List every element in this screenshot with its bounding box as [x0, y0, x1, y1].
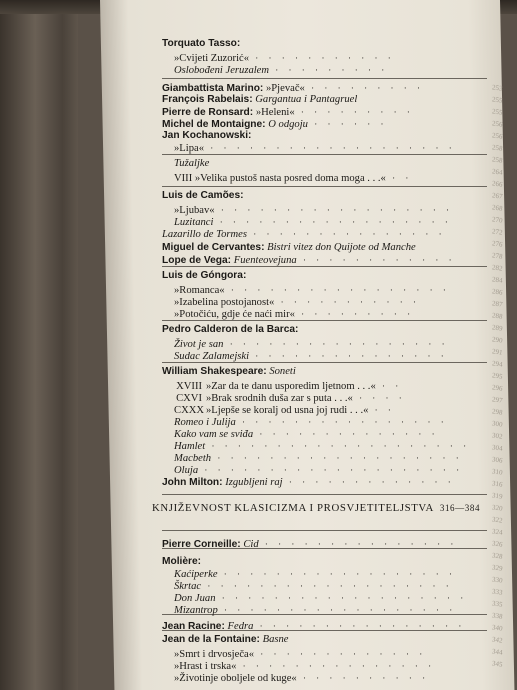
work-title: O odgoju	[268, 119, 308, 130]
page-number: 268	[491, 203, 504, 213]
toc-entry	[162, 190, 492, 202]
page-number: 320	[491, 503, 504, 513]
leader-dots: · · · · · · · · · · · · · · · · ·	[224, 285, 450, 295]
leader-dots: · · · · · · · · · · · · · · · · · · ·	[204, 143, 456, 153]
work-title: Soneti	[269, 366, 296, 377]
author-name: Torquato Tasso:	[162, 38, 241, 49]
page-number: 340	[491, 623, 504, 633]
section-divider	[162, 362, 487, 363]
work-title: Oluja	[174, 465, 199, 476]
leader-dots: · · · · · · · · · · · · · · · · ·	[223, 339, 449, 349]
work-title: »Heleni«	[255, 107, 295, 118]
author-name: François Rabelais:	[162, 94, 253, 105]
page-number: 319	[491, 491, 504, 501]
page-number: 255	[491, 95, 504, 105]
work-title: VIII »Velika pustoš nasta posred doma moga . . .«	[174, 173, 386, 184]
page-number: 316	[491, 479, 504, 489]
leader-dots: · · · · · · · · ·	[294, 107, 414, 117]
work-title: »Lipa«	[174, 143, 205, 154]
page-number: 256	[491, 131, 504, 141]
page-number: 278	[491, 251, 504, 261]
work-title: »Ljubav«	[174, 205, 215, 216]
page-number: 267	[491, 191, 504, 201]
work-title: »Životinje oboljele od kuge«	[174, 673, 297, 684]
work-title: Cid	[243, 539, 259, 550]
page-number: 322	[491, 515, 504, 525]
page-number-column	[492, 0, 512, 690]
work-title: »Pjevač«	[265, 83, 305, 94]
leader-dots: · · · · · · · · · · · · · · · ·	[235, 417, 448, 427]
leader-dots: · · · · · · · · ·	[304, 83, 425, 93]
work-title: Kako vam se sviđa	[174, 429, 254, 440]
leader-dots: · · · · · · · · · · · · · · ·	[246, 229, 446, 239]
page-number: 255	[491, 107, 504, 117]
leader-dots: · · · · · · · · ·	[269, 65, 389, 75]
page-number: 326	[491, 539, 504, 549]
leader-dots: · ·	[385, 173, 413, 183]
leader-dots: · · · · · · · · · · ·	[249, 53, 395, 63]
author-name: Jan Kochanowski:	[162, 130, 252, 141]
author-name: Jean Racine:	[162, 621, 225, 632]
leader-dots: · · · · · ·	[307, 119, 388, 129]
leader-dots: · · · · · · · · · · · ·	[296, 255, 456, 265]
page-number: 291	[491, 347, 504, 357]
toc-entry	[162, 634, 492, 646]
author-name: Luis de Góngora:	[162, 270, 247, 281]
toc-entry	[174, 604, 492, 617]
work-title: Lazarillo de Tormes	[162, 229, 247, 240]
sonnet-number: CXXX	[174, 405, 205, 416]
work-title: Macbeth	[174, 453, 212, 464]
page-number: 310	[491, 467, 504, 477]
author-name: Michel de Montaigne:	[162, 119, 266, 130]
section-divider	[162, 494, 487, 495]
page-number: 258	[491, 155, 504, 165]
work-title: Kaćiperke	[174, 569, 218, 580]
book-spine	[0, 0, 78, 690]
work-title: Oslobođeni Jeruzalem	[174, 65, 270, 76]
work-title: Fedra	[227, 621, 254, 632]
author-name: Lope de Vega:	[162, 255, 232, 266]
work-title: Don Juan	[174, 593, 216, 604]
section-heading	[152, 502, 481, 514]
leader-dots: · · · · · · · · · · · · · · · · · · ·	[201, 581, 453, 591]
leader-dots: · · · · · · · · · · · · · · · · · · · ·	[205, 441, 471, 451]
leader-dots: · · · · · · · · · · · · · · · · · ·	[213, 217, 452, 227]
leader-dots: · · · · · · · · · ·	[296, 673, 430, 683]
page-number: 294	[491, 359, 504, 369]
leader-dots: · ·	[375, 381, 403, 391]
toc-entry	[162, 476, 492, 489]
page-number: 298	[491, 407, 504, 417]
leader-dots: · · · · · · · · · · · · · · · · · · · ·	[198, 465, 464, 475]
leader-dots: · · · · · · · · · · · · · · · · · ·	[214, 205, 454, 215]
page-number: 258	[491, 143, 504, 153]
section-divider	[162, 530, 487, 531]
toc-entry	[162, 270, 492, 282]
work-title: »Ljepše se koralj od usna joj rudi . . .«	[206, 405, 369, 416]
section-heading-text: KNJIŽEVNOST KLASICIZMA I PROSVJETITELJSTVA	[152, 502, 434, 514]
toc-entry	[174, 172, 492, 185]
page-number: 256	[491, 119, 504, 129]
author-name: Luis de Camões:	[162, 190, 244, 201]
page-number: 272	[491, 227, 504, 237]
toc-entry	[162, 38, 492, 50]
page-number: 300	[491, 419, 504, 429]
page-number: 253	[491, 83, 504, 93]
leader-dots: · · · · · · · · · · · · · · · ·	[253, 621, 466, 631]
author-name: Giambattista Marino:	[162, 83, 264, 94]
page-number: 282	[491, 263, 504, 273]
leader-dots: · · · · · · · · · · ·	[274, 297, 421, 307]
page-number: 333	[491, 587, 504, 597]
leader-dots: · · · · · · · · · · · · · · · · · ·	[217, 605, 457, 615]
author-name: Pierre de Ronsard:	[162, 107, 254, 118]
author-name: Molière:	[162, 556, 202, 567]
toc-entry	[162, 366, 492, 378]
leader-dots: · · · · · · · · · · · · ·	[282, 477, 455, 487]
toc-entry	[162, 620, 492, 633]
work-title: Sudac Zalamejski	[174, 351, 250, 362]
work-title: »Zar da te danu usporedim ljetnom . . .«	[206, 381, 376, 392]
sonnet-number: XVIII	[176, 381, 202, 392]
page-number: 328	[491, 551, 504, 561]
leader-dots: · · · ·	[352, 393, 406, 403]
toc-entry	[162, 324, 492, 336]
toc-entry	[162, 242, 492, 254]
page-number: 287	[491, 299, 504, 309]
author-name: John Milton:	[162, 477, 223, 488]
work-title: »Brak srodnih duša zar s puta . . .«	[206, 393, 353, 404]
work-title: Basne	[262, 634, 289, 645]
work-title: Bistri vitez don Quijote od Manche	[267, 242, 416, 253]
work-title: »Smrt i drvosječa«	[174, 649, 255, 660]
work-title: Mizantrop	[174, 605, 218, 616]
leader-dots: · · · · · · · · · · · · · · ·	[258, 539, 458, 549]
leader-dots: · · · · · · · · · · · · · · ·	[236, 661, 436, 671]
toc-entry	[174, 158, 492, 170]
page-number: 344	[491, 647, 504, 657]
page-number: 345	[491, 659, 504, 669]
author-name: Jean de la Fontaine:	[162, 634, 260, 645]
page-number: 290	[491, 335, 504, 345]
leader-dots: · · · · · · · · · · · · ·	[254, 649, 427, 659]
toc-entry	[174, 64, 492, 77]
section-divider	[162, 154, 487, 155]
section-page-range: 316—384	[439, 503, 481, 513]
leader-dots: · · · · · · · · · · · · · · · · · ·	[217, 569, 456, 579]
page-number: 330	[491, 575, 504, 585]
page-number: 276	[491, 239, 504, 249]
work-title: Gargantua i Pantagruel	[255, 94, 358, 105]
page-number: 288	[491, 311, 504, 321]
toc-entry	[162, 228, 492, 241]
author-name: Pedro Calderon de la Barca:	[162, 324, 299, 335]
author-name: Pierre Corneille:	[162, 539, 241, 550]
leader-dots: · · · · · · · · · · · · · · · · · · ·	[211, 453, 463, 463]
page-number: 324	[491, 527, 504, 537]
work-title: Izgubljeni raj	[225, 477, 283, 488]
leader-dots: · · · · · · · · · · · · · · ·	[249, 351, 448, 361]
page-number: 329	[491, 563, 504, 573]
author-name: Miguel de Cervantes:	[162, 242, 265, 253]
work-title: Romeo i Julija	[174, 417, 236, 428]
work-title: Život je san	[174, 339, 224, 350]
work-title: Tužaljke	[174, 158, 210, 169]
page-number: 338	[491, 611, 504, 621]
work-title: »Potočiću, gdje će naći mir«	[174, 309, 295, 320]
work-title: Škrtac	[174, 581, 202, 592]
work-title: »Izabelina postojanost«	[174, 297, 275, 308]
page-number: 306	[491, 455, 504, 465]
page-number: 295	[491, 371, 504, 381]
page-number: 284	[491, 275, 504, 285]
toc-entry	[162, 538, 492, 551]
leader-dots: · · · · · · · · · · · · · · · · · · ·	[215, 593, 468, 603]
section-divider	[162, 266, 487, 267]
work-title: Luzitanci	[174, 217, 214, 228]
work-title: »Hrast i trska«	[174, 661, 237, 672]
page-number: 335	[491, 599, 504, 609]
toc-entry	[174, 672, 492, 685]
work-title: Fuenteovejuna	[233, 255, 297, 266]
work-title: »Romanca«	[174, 285, 225, 296]
toc-entry	[162, 94, 492, 106]
page-number: 296	[491, 383, 504, 393]
work-title: Hamlet	[174, 441, 206, 452]
page-number: 342	[491, 635, 504, 645]
section-divider	[162, 186, 487, 187]
author-name: William Shakespeare:	[162, 366, 267, 377]
page-number: 264	[491, 167, 504, 177]
leader-dots: · · · · · · · · ·	[294, 309, 415, 319]
page-number: 302	[491, 431, 504, 441]
section-divider	[162, 78, 487, 79]
table-of-contents	[152, 38, 492, 684]
page-number: 289	[491, 323, 504, 333]
toc-entry	[162, 130, 492, 142]
work-title: »Cvijeti Zuzorić«	[174, 53, 250, 64]
section-divider	[162, 320, 487, 321]
leader-dots: · ·	[368, 405, 395, 415]
toc-entry	[162, 556, 492, 568]
page-number: 286	[491, 287, 504, 297]
page-number: 270	[491, 215, 504, 225]
sonnet-number: CXVI	[176, 393, 202, 404]
page-number: 297	[491, 395, 504, 405]
page-number: 304	[491, 443, 504, 453]
leader-dots: · · · · · · · · · · · · · ·	[253, 429, 439, 439]
page-number: 266	[491, 179, 504, 189]
